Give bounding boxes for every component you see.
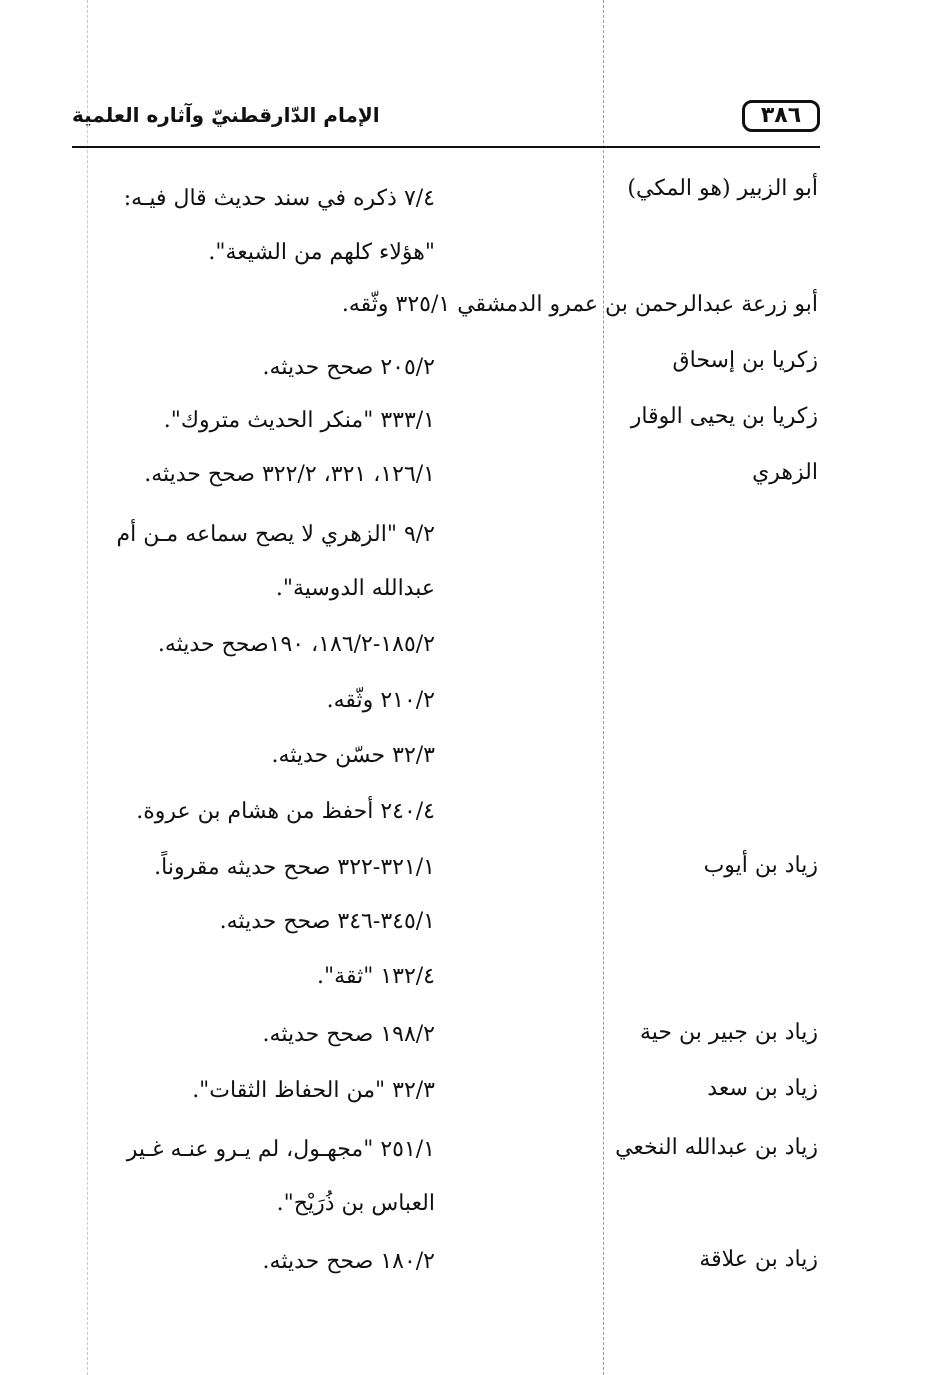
- entry-reference: ٣٤٥/١-٣٤٦ صحح حديثه.: [219, 909, 435, 934]
- entry-name: أبو الزبير (هو المكي): [627, 176, 818, 201]
- entry-name: زياد بن أيوب: [703, 853, 818, 878]
- entry-reference: ١٣٢/٤ "ثقة".: [317, 964, 435, 989]
- entry-name: زكريا بن إسحاق: [672, 348, 818, 373]
- entry-name: زياد بن عبدالله النخعي: [615, 1135, 818, 1160]
- entry-reference: ٢٠٥/٢ صحح حديثه.: [262, 355, 435, 380]
- page-header: [72, 100, 820, 146]
- entry-reference: ٣٣٣/١ "منكر الحديث متروك".: [163, 408, 435, 433]
- page-number-badge: ٣٨٦: [742, 100, 820, 132]
- entry-reference: ١٢٦/١، ٣٢١، ٣٢٢/٢ صحح حديثه.: [144, 462, 435, 487]
- entry-reference: ١٩٨/٢ صحح حديثه.: [262, 1022, 435, 1047]
- entry-reference: العباس بن ذُرَيْح".: [276, 1191, 435, 1216]
- entry-reference: ٧/٤ ذكره في سند حديث قال فيـه:: [123, 186, 435, 211]
- entry-reference: ٢٤٠/٤ أحفظ من هشام بن عروة.: [136, 799, 435, 824]
- entry-name: الزهري: [752, 460, 818, 485]
- entry-reference: ٢١٠/٢ وثّقه.: [326, 688, 435, 713]
- entry-reference: ٣٢/٣ "من الحفاظ الثقات".: [192, 1078, 435, 1103]
- entry-reference: ٣٢/٣ حسّن حديثه.: [271, 743, 435, 768]
- entry-reference: "هؤلاء كلهم من الشيعة".: [208, 240, 435, 265]
- entry-reference: ١٨٥/٢-١٨٦/٢، ١٩٠صحح حديثه.: [157, 632, 435, 657]
- entry-reference: عبدالله الدوسية".: [275, 576, 435, 601]
- entry-reference: ٣٢١/١-٣٢٢ صحح حديثه مقروناً.: [154, 855, 435, 880]
- running-title: الإمام الدّارقطنيّ وآثاره العلمية: [72, 103, 380, 127]
- entry-name: زياد بن جبير بن حية: [639, 1020, 818, 1045]
- scan-edge-line: [87, 0, 88, 1375]
- entry-reference: ١٨٠/٢ صحح حديثه.: [262, 1249, 435, 1274]
- entry-full-line: أبو زرعة عبدالرحمن بن عمرو الدمشقي ٣٢٥/١ وثّقه.: [341, 292, 818, 317]
- scan-fold-line: [603, 0, 604, 1375]
- entry-name: زياد بن علاقة: [699, 1247, 818, 1272]
- entry-reference: ٩/٢ "الزهري لا يصح سماعه مـن أم: [116, 522, 435, 547]
- entry-name: زكريا بن يحيى الوقار: [630, 404, 818, 429]
- header-rule: [72, 146, 820, 148]
- entry-name: زياد بن سعد: [707, 1076, 818, 1101]
- entry-reference: ٢٥١/١ "مجهـول، لم يـرو عنـه غـير: [126, 1137, 435, 1162]
